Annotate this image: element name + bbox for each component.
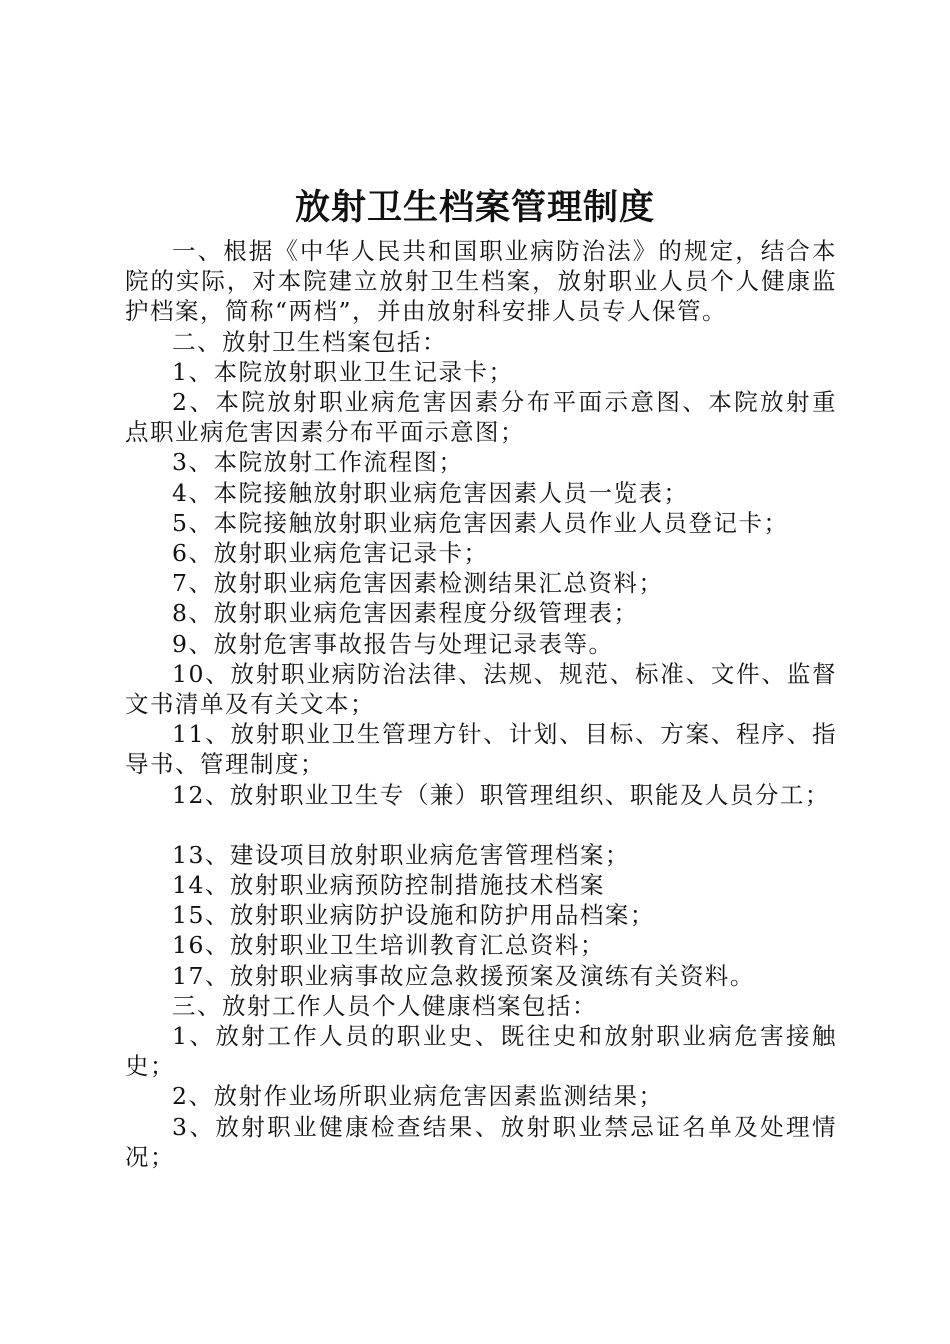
list-item: 8、放射职业病危害因素程度分级管理表； [172, 599, 639, 628]
document-body [125, 236, 837, 1172]
list-item: 3、放射职业健康检查结果、放射职业禁忌证名单及处理情况； [125, 1112, 837, 1171]
list-item: 4、本院接触放射职业病危害因素人员一览表； [172, 478, 689, 507]
list-item: 13、建设项目放射职业病危害管理档案； [172, 840, 630, 869]
list-item: 2、放射作业场所职业病危害因素监测结果； [172, 1082, 664, 1111]
list-item: 6、放射职业病危害记录卡； [172, 539, 489, 568]
list-item: 7、放射职业病危害因素检测结果汇总资料； [172, 569, 664, 598]
list-item: 10、放射职业病防治法律、法规、规范、标准、文件、监督文书清单及有关文本； [125, 659, 837, 719]
list-item: 9、放射危害事故报告与处理记录表等。 [172, 629, 614, 658]
list-item: 3、本院放射工作流程图； [172, 448, 464, 477]
paragraph: 三、放射工作人员个人健康档案包括： [172, 991, 597, 1020]
list-item: 5、本院接触放射职业病危害因素人员作业人员登记卡； [172, 508, 789, 537]
list-item: 16、放射职业卫生培训教育汇总资料； [172, 931, 605, 960]
list-item: 15、放射职业病防护设施和防护用品档案； [172, 901, 655, 930]
list-item: 11、放射职业卫生管理方针、计划、目标、方案、程序、指导书、管理制度； [125, 720, 837, 779]
paragraph: 二、放射卫生档案包括： [172, 327, 447, 356]
list-item: 2、本院放射职业病危害因素分布平面示意图、本院放射重点职业病危害因素分布平面示意图； [125, 388, 837, 447]
paragraph: 一、根据《中华人民共和国职业病防治法》的规定，结合本院的实际，对本院建立放射卫生档案，放射职业人员个人健康监护档案，简称“两档”，并由放射科安排人员专人保管。 [125, 237, 837, 326]
list-item: 1、本院放射职业卫生记录卡； [172, 357, 514, 386]
list-item: 17、放射职业病事故应急救援预案及演练有关资料。 [172, 961, 755, 990]
list-item: 1、放射工作人员的职业史、既往史和放射职业病危害接触史； [125, 1022, 837, 1081]
list-item: 14、放射职业病预防控制措施技术档案 [172, 871, 605, 900]
document-title: 放射卫生档案管理制度 [294, 187, 655, 228]
list-item: 12、放射职业卫生专（兼）职管理组织、职能及人员分工； [172, 780, 830, 809]
